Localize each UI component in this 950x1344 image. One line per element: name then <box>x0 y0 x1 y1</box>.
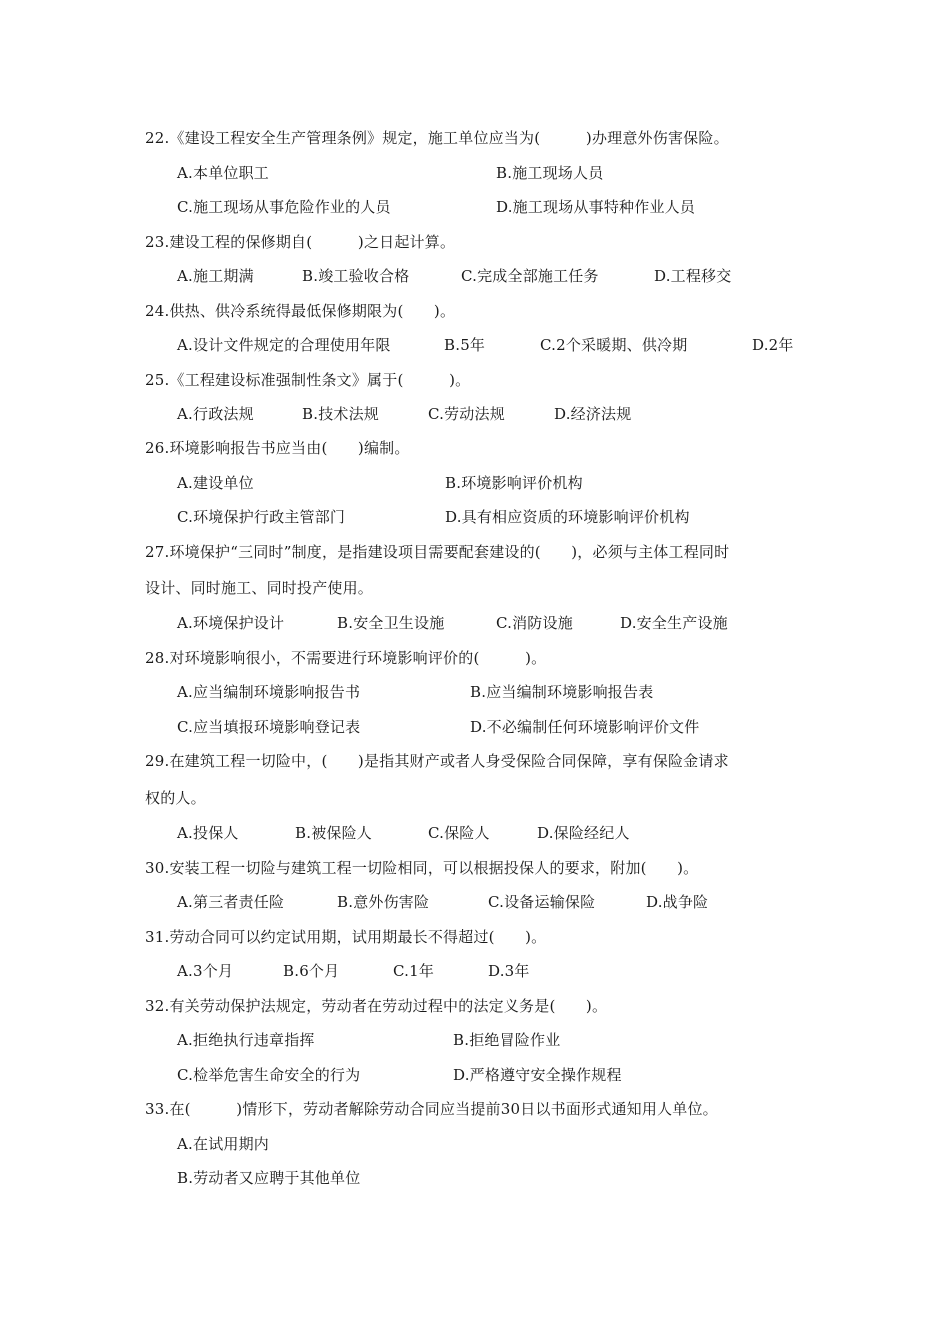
option-29-d: D.保险经纪人 <box>537 824 630 842</box>
option-29-c: C.保险人 <box>428 824 490 842</box>
option-28-b: B.应当编制环境影响报告表 <box>470 683 654 701</box>
option-31-c: C.1年 <box>393 962 435 980</box>
option-22-b: B.施工现场人员 <box>496 164 604 182</box>
option-26-d: D.具有相应资质的环境影响评价机构 <box>445 508 690 526</box>
option-28-a: A.应当编制环境影响报告书 <box>177 683 361 701</box>
question-29-stem: 29.在建筑工程一切险中，( )是指其财产或者人身受保险合同保障，享有保险金请求 <box>145 752 729 770</box>
option-24-c: C.2个采暖期、供冷期 <box>540 336 688 354</box>
question-31-stem: 31.劳动合同可以约定试用期，试用期最长不得超过( )。 <box>145 928 547 946</box>
option-22-d: D.施工现场从事特种作业人员 <box>496 198 696 216</box>
option-32-d: D.严格遵守安全操作规程 <box>453 1066 622 1084</box>
question-32-stem: 32.有关劳动保护法规定，劳动者在劳动过程中的法定义务是( )。 <box>145 997 608 1015</box>
option-27-a: A.环境保护设计 <box>177 614 285 632</box>
option-30-d: D.战争险 <box>646 893 709 911</box>
question-24-stem: 24.供热、供冷系统得最低保修期限为( )。 <box>145 302 456 320</box>
option-31-d: D.3年 <box>488 962 530 980</box>
question-22-stem: 22.《建设工程安全生产管理条例》规定，施工单位应当为( )办理意外伤害保险。 <box>145 129 729 147</box>
option-23-a: A.施工期满 <box>177 267 254 285</box>
option-25-d: D.经济法规 <box>554 405 632 423</box>
option-26-b: B.环境影响评价机构 <box>445 474 583 492</box>
option-31-b: B.6个月 <box>283 962 340 980</box>
question-28-stem: 28.对环境影响很小，不需要进行环境影响评价的( )。 <box>145 649 547 667</box>
option-27-b: B.安全卫生设施 <box>337 614 445 632</box>
option-25-c: C.劳动法规 <box>428 405 505 423</box>
option-30-b: B.意外伤害险 <box>337 893 430 911</box>
option-22-c: C.施工现场从事危险作业的人员 <box>177 198 391 216</box>
option-23-d: D.工程移交 <box>654 267 732 285</box>
option-24-a: A.设计文件规定的合理使用年限 <box>177 336 391 354</box>
option-24-d: D.2年 <box>752 336 794 354</box>
option-28-c: C.应当填报环境影响登记表 <box>177 718 361 736</box>
option-24-b: B.5年 <box>444 336 486 354</box>
option-27-d: D.安全生产设施 <box>620 614 728 632</box>
option-26-c: C.环境保护行政主管部门 <box>177 508 346 526</box>
option-33-b: B.劳动者又应聘于其他单位 <box>177 1169 361 1187</box>
question-33-stem: 33.在( )情形下，劳动者解除劳动合同应当提前30日以书面形式通知用人单位。 <box>145 1100 718 1118</box>
question-27-stem: 27.环境保护“三同时”制度，是指建设项目需要配套建设的( )，必须与主体工程同时 <box>145 543 730 561</box>
question-25-stem: 25.《工程建设标准强制性条文》属于( )。 <box>145 371 471 389</box>
option-22-a: A.本单位职工 <box>177 164 270 182</box>
question-23-stem: 23.建设工程的保修期自( )之日起计算。 <box>145 233 456 251</box>
option-23-b: B.竣工验收合格 <box>302 267 410 285</box>
option-32-a: A.拒绝执行违章指挥 <box>177 1031 315 1049</box>
option-32-c: C.检举危害生命安全的行为 <box>177 1066 361 1084</box>
option-27-c: C.消防设施 <box>496 614 573 632</box>
question-30-stem: 30.安装工程一切险与建筑工程一切险相同，可以根据投保人的要求，附加( )。 <box>145 859 699 877</box>
question-26-stem: 26.环境影响报告书应当由( )编制。 <box>145 439 410 457</box>
question-29-stem-cont: 权的人。 <box>145 789 206 807</box>
option-33-a: A.在试用期内 <box>177 1135 270 1153</box>
option-30-c: C.设备运输保险 <box>488 893 596 911</box>
option-31-a: A.3个月 <box>177 962 234 980</box>
option-32-b: B.拒绝冒险作业 <box>453 1031 561 1049</box>
question-27-stem-cont: 设计、同时施工、同时投产使用。 <box>145 579 374 597</box>
option-25-b: B.技术法规 <box>302 405 379 423</box>
option-26-a: A.建设单位 <box>177 474 254 492</box>
option-23-c: C.完成全部施工任务 <box>461 267 599 285</box>
option-29-b: B.被保险人 <box>295 824 372 842</box>
option-25-a: A.行政法规 <box>177 405 254 423</box>
option-28-d: D.不必编制任何环境影响评价文件 <box>470 718 700 736</box>
option-30-a: A.第三者责任险 <box>177 893 285 911</box>
option-29-a: A.投保人 <box>177 824 239 842</box>
